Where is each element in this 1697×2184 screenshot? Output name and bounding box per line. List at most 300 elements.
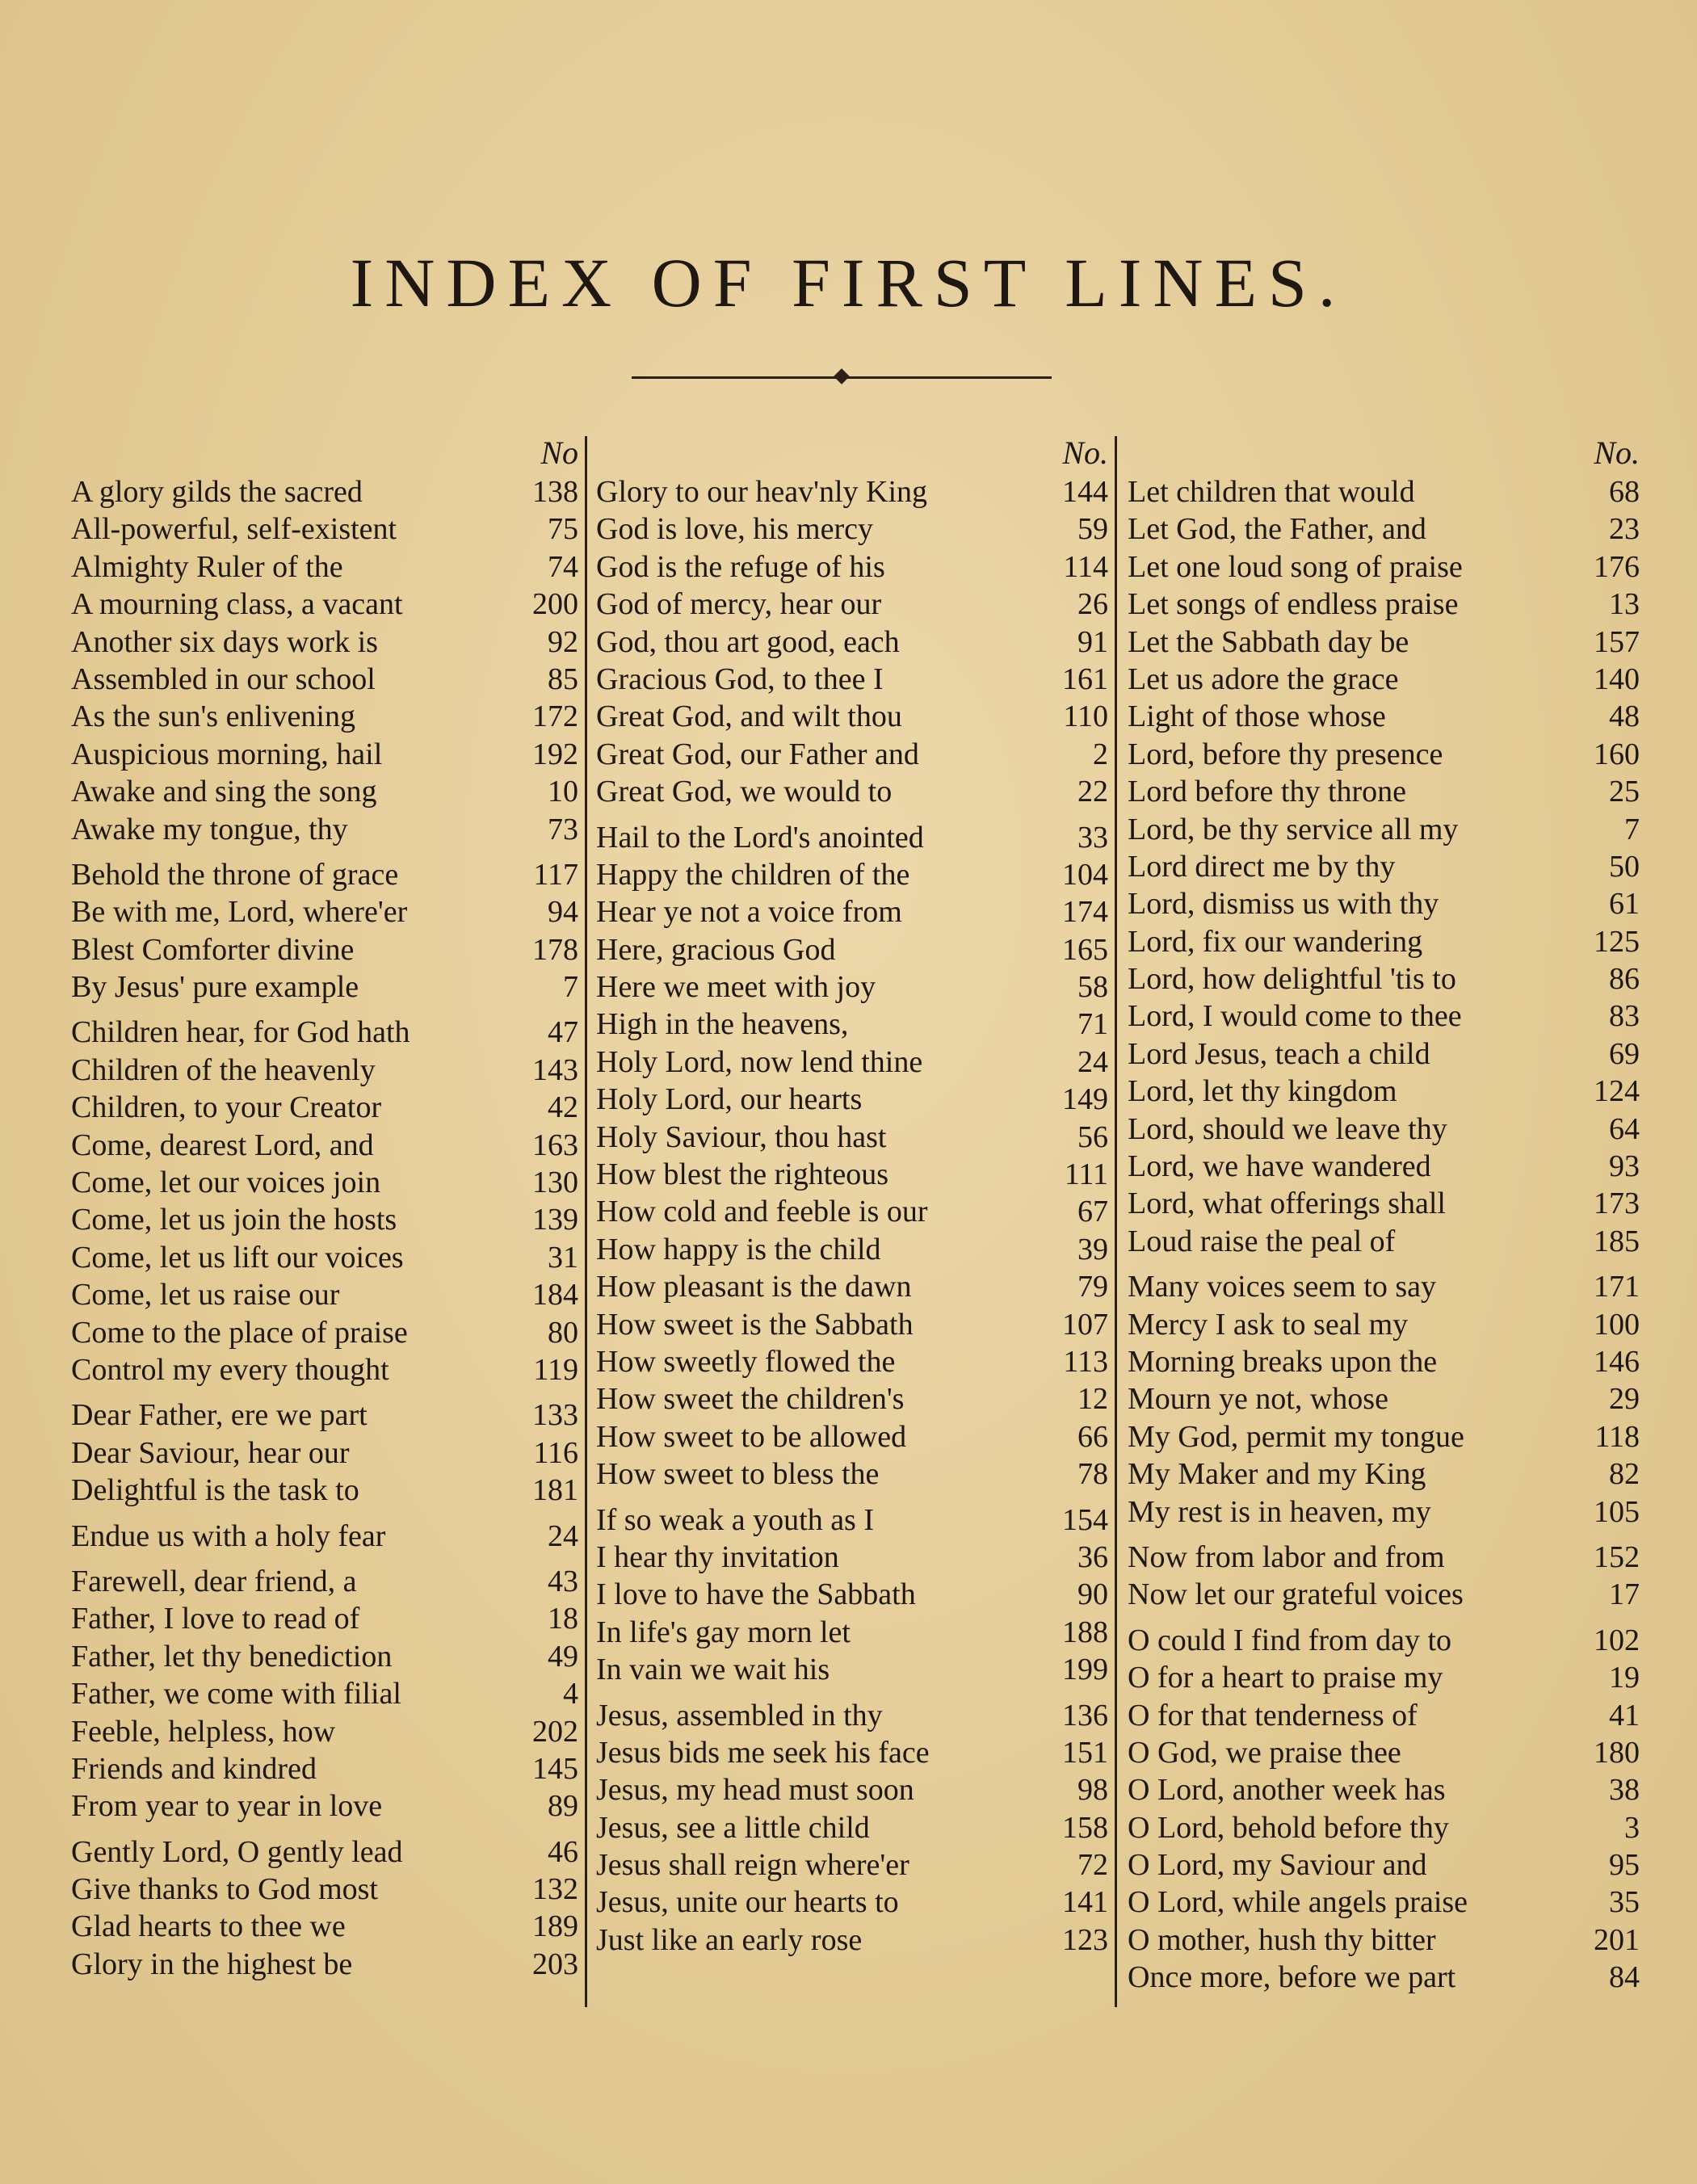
index-entry [596,1651,1108,1688]
index-entry [596,1809,1108,1846]
index-entry [1128,885,1640,922]
index-entry [596,698,1108,735]
index-entry [71,1014,578,1051]
hymn-number: 203 [532,1947,578,1981]
index-entry [1128,1455,1640,1493]
first-line-text: Delightful is the task to [71,1473,359,1508]
first-line-text: Glory to our heav'nly King [596,475,928,509]
hymn-number: 19 [1609,1661,1640,1695]
index-entry [71,1600,578,1637]
first-line-text: Let God, the Father, and [1128,512,1426,547]
index-entry [596,1119,1108,1156]
index-entry [596,1771,1108,1808]
index-entry [1128,1035,1640,1073]
index-entry [596,1697,1108,1734]
hymn-number: 180 [1594,1735,1640,1770]
index-entry [71,1563,578,1600]
hymn-number: 202 [532,1714,578,1749]
index-entry [71,1787,578,1825]
first-line-text: Let children that would [1128,475,1415,509]
first-line-text: Lord Jesus, teach a child [1128,1036,1430,1071]
index-entry [596,1576,1108,1613]
first-line-text: Come, let our voices join [71,1166,381,1200]
index-entry [71,698,578,735]
hymn-number: 98 [1077,1773,1108,1808]
first-line-text: How sweetly flowed the [596,1344,896,1379]
first-line-text: Children of the heavenly [71,1052,376,1087]
index-entry [596,1539,1108,1576]
hymn-number: 200 [532,587,578,622]
first-line-text: Behold the throne of grace [71,857,399,892]
index-entry [71,968,578,1006]
letter-group [71,1014,578,1388]
index-entry [1128,548,1640,586]
hymn-number: 47 [548,1015,578,1050]
index-entry [596,736,1108,773]
index-entry [596,1081,1108,1118]
first-line-text: In life's gay morn let [596,1615,851,1649]
first-line-text: O God, we praise thee [1128,1735,1401,1770]
index-column-1 [71,433,578,2056]
hymn-number: 139 [532,1203,578,1237]
hymn-number: 84 [1609,1960,1640,1995]
first-line-text: Here we meet with joy [596,970,876,1005]
letter-group [1128,1268,1640,1531]
hymn-number: 136 [1062,1698,1108,1732]
letter-group [1128,1622,1640,1997]
index-entry [1128,473,1640,510]
hymn-number: 17 [1609,1577,1640,1612]
hymn-number: 49 [548,1639,578,1674]
index-entry [1128,1306,1640,1343]
first-line-text: All-powerful, self-existent [71,512,397,547]
index-entry [596,1380,1108,1418]
index-column-2 [596,433,1108,2056]
letter-group [71,1518,578,1555]
first-line-text: Let one loud song of praise [1128,549,1463,584]
index-entry [71,1472,578,1509]
index-entry [596,893,1108,930]
hymn-number: 130 [532,1166,578,1200]
hymn-number: 178 [532,932,578,967]
hymn-number: 146 [1594,1344,1640,1379]
first-line-text: My rest is in heaven, my [1128,1494,1431,1529]
index-entry [1128,586,1640,623]
hymn-number: 100 [1594,1307,1640,1342]
hymn-number: 7 [563,970,578,1005]
first-line-text: Come to the place of praise [71,1315,408,1350]
hymn-number: 93 [1609,1149,1640,1184]
hymn-number: 188 [1062,1615,1108,1649]
first-line-text: Father, let thy benediction [71,1639,393,1674]
first-line-text: Holy Lord, now lend thine [596,1044,923,1079]
first-line-text: Lord, before thy presence [1128,737,1443,771]
first-line-text: How sweet to be allowed [596,1419,907,1454]
index-entry [1128,661,1640,698]
first-line-text: Let songs of endless praise [1128,587,1459,622]
index-entry [71,893,578,930]
index-entry [596,1193,1108,1230]
hymn-number: 138 [532,475,578,509]
hymn-number: 133 [532,1398,578,1433]
index-entry [596,1455,1108,1493]
index-entry [1128,960,1640,998]
index-entry [1128,1622,1640,1659]
first-line-text: Great God, we would to [596,775,893,809]
hymn-number: 3 [1624,1810,1640,1845]
first-line-text: Come, let us lift our voices [71,1240,404,1275]
hymn-number: 181 [532,1473,578,1508]
hymn-number: 123 [1062,1922,1108,1957]
index-entry [1128,1922,1640,1959]
first-line-text: Almighty Ruler of the [71,549,343,584]
hymn-number: 69 [1609,1036,1640,1071]
first-line-text: Jesus, my head must soon [596,1773,914,1808]
index-entry [596,1884,1108,1921]
index-entry [71,1871,578,1908]
first-line-text: Assembled in our school [71,662,376,696]
index-entry [71,548,578,586]
letter-group [71,1833,578,1984]
index-entry [1128,1846,1640,1884]
index-entry [1128,736,1640,773]
hymn-number: 38 [1609,1773,1640,1808]
hymn-number: 174 [1062,895,1108,930]
first-line-text: O for a heart to praise my [1128,1661,1443,1695]
hymn-number: 132 [532,1872,578,1907]
letter-group [1128,473,1640,1260]
index-entry [596,473,1108,510]
first-line-text: Lord, what offerings shall [1128,1186,1446,1221]
first-line-text: Lord direct me by thy [1128,849,1396,884]
index-entry [596,1006,1108,1043]
hymn-number: 173 [1594,1186,1640,1221]
first-line-text: Jesus bids me seek his face [596,1735,930,1770]
first-line-text: Lord, let thy kingdom [1128,1074,1397,1109]
first-line-text: In vain we wait his [596,1653,830,1687]
index-entry [1128,848,1640,885]
first-line-text: Mourn ye not, whose [1128,1382,1388,1417]
first-line-text: How sweet to bless the [596,1457,880,1492]
index-entry [596,1343,1108,1380]
hymn-number: 75 [548,512,578,547]
index-entry [71,1127,578,1164]
index-entry [71,1164,578,1201]
hymn-number: 124 [1594,1074,1640,1109]
hymn-number: 66 [1077,1419,1108,1454]
hymn-number: 151 [1062,1735,1108,1770]
hymn-number: 23 [1609,512,1640,547]
first-line-text: Jesus, assembled in thy [596,1698,883,1732]
first-line-text: Now from labor and from [1128,1539,1445,1574]
index-entry [1128,510,1640,548]
index-entry [71,1946,578,1983]
first-line-text: Lord, should we leave thy [1128,1111,1447,1146]
hymn-number: 95 [1609,1848,1640,1883]
hymn-number: 79 [1077,1270,1108,1304]
first-line-text: From year to year in love [71,1789,383,1824]
index-entry [596,931,1108,968]
index-entry [596,819,1108,856]
hymn-number: 71 [1077,1007,1108,1042]
index-entry [71,1314,578,1351]
first-line-text: I love to have the Sabbath [596,1577,916,1612]
first-line-text: Come, dearest Lord, and [71,1128,374,1162]
first-line-text: If so weak a youth as I [596,1502,875,1537]
index-entry [71,510,578,548]
index-entry [1128,1539,1640,1576]
hymn-number: 154 [1062,1502,1108,1537]
hymn-number: 114 [1063,549,1108,584]
hymn-number: 25 [1609,775,1640,809]
first-line-text: As the sun's enlivening [71,699,355,734]
index-entry [1128,1380,1640,1418]
index-entry [1128,1148,1640,1185]
index-entry [596,1502,1108,1539]
column-divider-1 [585,436,587,2007]
first-line-text: How pleasant is the dawn [596,1270,912,1304]
index-entry [596,1231,1108,1268]
index-entry [71,586,578,623]
first-line-text: Morning breaks upon the [1128,1344,1438,1379]
hymn-number: 92 [548,624,578,659]
first-line-text: Great God, our Father and [596,737,919,771]
hymn-number: 118 [1594,1419,1640,1454]
hymn-number: 107 [1062,1307,1108,1342]
hymn-number: 26 [1077,587,1108,622]
first-line-text: Father, I love to read of [71,1602,360,1636]
hymn-number: 140 [1594,662,1640,696]
first-line-text: O Lord, another week has [1128,1773,1446,1808]
hymn-number: 61 [1609,887,1640,922]
first-line-text: God is the refuge of his [596,549,885,584]
column-number-header: No. [1062,435,1108,471]
first-line-text: Let us adore the grace [1128,662,1399,696]
first-line-text: Hear ye not a voice from [596,895,902,930]
first-line-text: Father, we come with filial [71,1677,401,1712]
index-entry [71,736,578,773]
index-entry [1128,698,1640,735]
first-line-text: Farewell, dear friend, a [71,1564,357,1598]
index-entry [71,1908,578,1945]
hymn-number: 160 [1594,737,1640,771]
first-line-text: Another six days work is [71,624,378,659]
first-line-text: Gently Lord, O gently lead [71,1834,403,1869]
hymn-number: 110 [1063,699,1108,734]
index-entry [71,1434,578,1472]
first-line-text: O for that tenderness of [1128,1698,1418,1732]
index-entry [71,473,578,510]
index-column-3 [1128,433,1640,2056]
hymn-number: 10 [548,775,578,809]
index-entry [596,1156,1108,1193]
hymn-number: 67 [1077,1195,1108,1229]
index-entry [1128,1697,1640,1734]
hymn-number: 91 [1077,624,1108,659]
hymn-number: 192 [532,737,578,771]
hymn-number: 83 [1609,999,1640,1034]
first-line-text: Come, let us join the hosts [71,1203,397,1237]
hymn-number: 165 [1062,932,1108,967]
first-line-text: Glad hearts to thee we [71,1909,346,1944]
index-entry [1128,1073,1640,1110]
hymn-number: 29 [1609,1382,1640,1417]
hymn-number: 7 [1624,812,1640,846]
hymn-number: 141 [1062,1885,1108,1920]
index-entry [1128,1493,1640,1531]
first-line-text: O could I find from day to [1128,1623,1452,1657]
index-entry [71,1638,578,1675]
hymn-number: 36 [1077,1539,1108,1574]
hymn-number: 157 [1594,624,1640,659]
hymn-number: 185 [1594,1224,1640,1258]
index-entry [1128,1734,1640,1771]
letter-group [71,856,578,1006]
index-entry [71,1052,578,1089]
hymn-number: 24 [548,1518,578,1553]
index-entry [1128,1223,1640,1260]
first-line-text: Just like an early rose [596,1922,863,1957]
first-line-text: Control my every thought [71,1352,389,1387]
first-line-text: My Maker and my King [1128,1457,1426,1492]
hymn-number: 82 [1609,1457,1640,1492]
first-line-text: Lord, dismiss us with thy [1128,887,1439,922]
hymn-number: 111 [1064,1157,1108,1192]
hymn-number: 144 [1062,475,1108,509]
first-line-text: Auspicious morning, hail [71,737,383,771]
hymn-number: 12 [1077,1382,1108,1417]
first-line-text: Lord, fix our wandering [1128,924,1423,959]
letter-group [71,1396,578,1509]
first-line-text: Jesus shall reign where'er [596,1848,909,1883]
index-entry [596,548,1108,586]
hymn-number: 24 [1077,1044,1108,1079]
first-line-text: How sweet is the Sabbath [596,1307,914,1342]
hymn-number: 172 [532,699,578,734]
first-line-text: Endue us with a holy fear [71,1518,386,1553]
hymn-number: 143 [532,1052,578,1087]
first-line-text: Great God, and wilt thou [596,699,902,734]
index-entry [71,1201,578,1238]
letter-group [1128,1539,1640,1614]
first-line-text: Lord, I would come to thee [1128,999,1462,1034]
hymn-number: 13 [1609,587,1640,622]
first-line-text: O Lord, while angels praise [1128,1885,1468,1920]
index-entry [1128,624,1640,661]
letter-group [596,819,1108,1493]
index-entry [1128,1771,1640,1808]
first-line-text: A mourning class, a vacant [71,587,403,622]
index-entry [1128,811,1640,848]
hymn-number: 22 [1077,775,1108,809]
index-entry [596,661,1108,698]
first-line-text: Be with me, Lord, where'er [71,895,408,930]
first-line-text: Hail to the Lord's anointed [596,820,924,855]
index-entry [71,1750,578,1787]
rule-diamond-ornament [834,368,850,384]
index-entry [596,1268,1108,1305]
first-line-text: Awake and sing the song [71,775,377,809]
index-entry [71,1239,578,1276]
hymn-number: 116 [533,1435,578,1470]
hymn-number: 184 [532,1278,578,1312]
index-entry [1128,1576,1640,1613]
hymn-number: 199 [1062,1653,1108,1687]
hymn-number: 158 [1062,1810,1108,1845]
hymn-number: 104 [1062,857,1108,892]
hymn-number: 41 [1609,1698,1640,1732]
index-entry [596,586,1108,623]
hymn-number: 73 [548,812,578,846]
first-line-text: Blest Comforter divine [71,932,355,967]
index-entry [1128,1185,1640,1222]
index-entry [1128,923,1640,960]
first-line-text: O Lord, behold before thy [1128,1810,1449,1845]
first-line-text: God of mercy, hear our [596,587,882,622]
first-line-text: Feeble, helpless, how [71,1714,336,1749]
first-line-text: Happy the children of the [596,857,910,892]
hymn-number: 74 [548,549,578,584]
first-line-text: Many voices seem to say [1128,1270,1437,1304]
first-line-text: Give thanks to God most [71,1872,378,1907]
hymn-number: 102 [1594,1623,1640,1657]
index-entry [71,1675,578,1712]
hymn-number: 72 [1077,1848,1108,1883]
column-divider-2 [1115,436,1117,2007]
first-line-text: Once more, before we part [1128,1960,1456,1995]
letter-group [71,1563,578,1825]
index-entry [71,1833,578,1871]
hymn-number: 80 [548,1315,578,1350]
index-entry [71,1713,578,1750]
index-entry [71,661,578,698]
hymn-number: 78 [1077,1457,1108,1492]
index-entry [596,856,1108,893]
index-entry [71,1351,578,1388]
first-line-text: Come, let us raise our [71,1278,340,1312]
first-line-text: Lord, how delightful 'tis to [1128,962,1456,997]
hymn-number: 58 [1077,970,1108,1005]
hymn-number: 176 [1594,549,1640,584]
hymn-number: 56 [1077,1119,1108,1154]
index-entry [1128,1343,1640,1380]
hymn-number: 86 [1609,962,1640,997]
hymn-number: 48 [1609,699,1640,734]
hymn-number: 2 [1093,737,1108,771]
hymn-number: 18 [548,1602,578,1636]
index-entry [71,1276,578,1313]
column-number-header: No. [1594,435,1640,471]
index-entry [596,773,1108,810]
index-entry [1128,1884,1640,1921]
first-line-text: How sweet the children's [596,1382,905,1417]
hymn-number: 94 [548,895,578,930]
first-line-text: O Lord, my Saviour and [1128,1848,1427,1883]
hymn-number: 33 [1077,820,1108,855]
first-line-text: Lord, be thy service all my [1128,812,1459,846]
first-line-text: Here, gracious God [596,932,836,967]
index-entry [596,624,1108,661]
index-entry [71,624,578,661]
hymn-number: 64 [1609,1111,1640,1146]
index-entry [1128,998,1640,1035]
index-entry [71,773,578,810]
hymn-number: 46 [548,1834,578,1869]
first-line-text: Glory in the highest be [71,1947,353,1981]
first-line-text: Now let our grateful voices [1128,1577,1464,1612]
hymn-number: 85 [548,662,578,696]
first-line-text: A glory gilds the sacred [71,475,363,509]
